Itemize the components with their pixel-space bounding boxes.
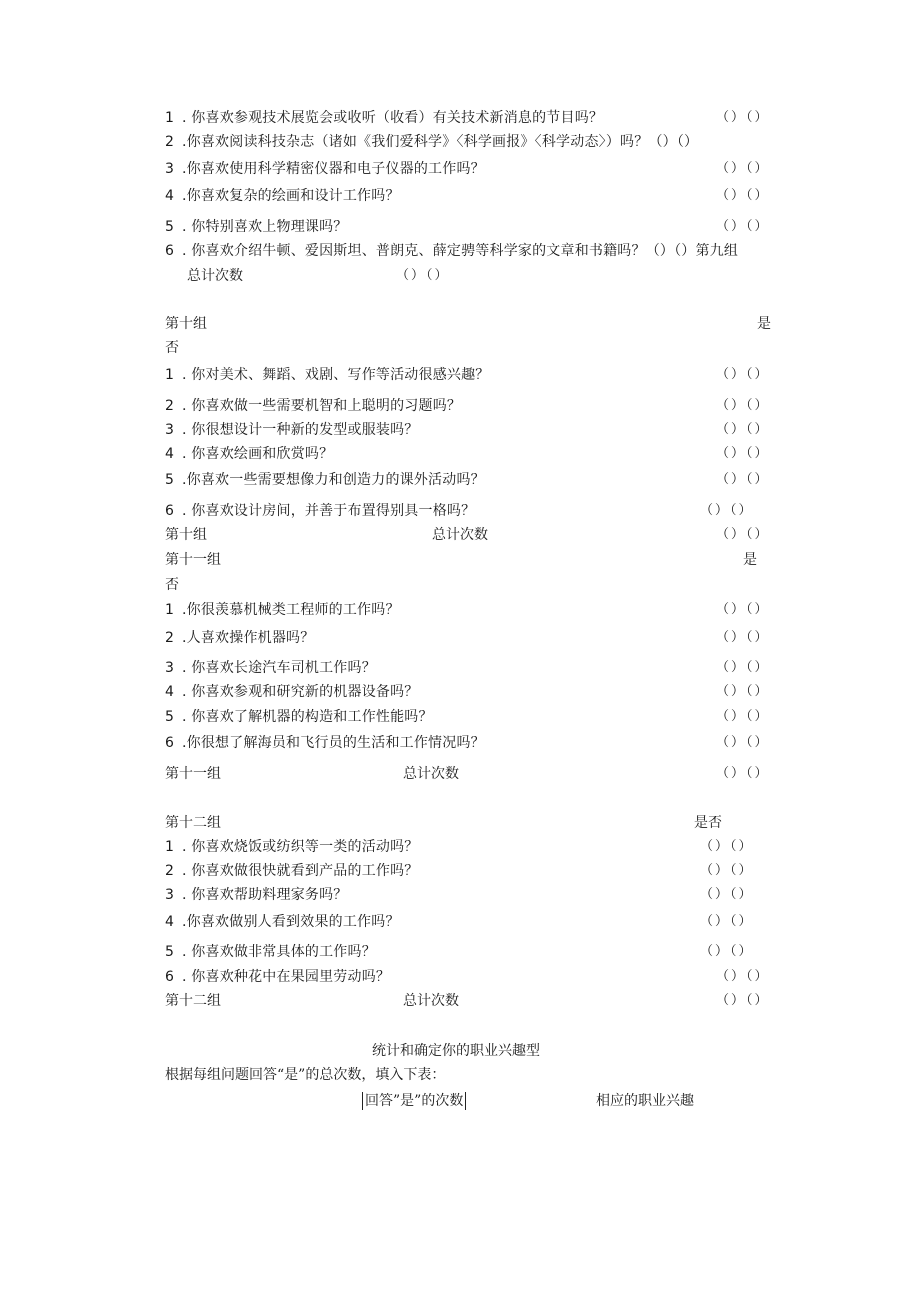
group-total-marks[interactable]: （）（）	[396, 268, 450, 283]
answer-marks[interactable]: （）（）	[716, 161, 770, 176]
summary-title: 统计和确定你的职业兴趣型	[372, 1043, 540, 1059]
answer-marks[interactable]: （）（）	[700, 503, 754, 518]
answer-marks[interactable]: （）（）	[700, 944, 754, 959]
question-text: . 你喜欢做非常具体的工作吗？	[182, 944, 376, 960]
question-number: 6	[165, 243, 174, 259]
answer-marks[interactable]: （）（）	[716, 219, 770, 234]
group-total-label: 总计次数	[432, 527, 488, 543]
answer-marks[interactable]: （）（）	[716, 367, 770, 382]
answer-marks[interactable]: （）（）	[700, 839, 754, 854]
question-text: . 你特别喜欢上物理课吗？	[182, 219, 348, 235]
question-text: . 你喜欢设计房间，并善于布置得别具一格吗？	[182, 503, 476, 519]
question-number: 2	[165, 398, 174, 414]
question-number: 3	[165, 887, 174, 903]
summary-instruction: 根据每组问题回答“是”的总次数，填入下表：	[165, 1067, 446, 1083]
answer-marks[interactable]: （）（）	[716, 188, 770, 203]
answer-marks[interactable]: （）（）	[716, 398, 770, 413]
question-number: 5	[165, 472, 174, 488]
table-header-count: 回答”是”的次数	[362, 1092, 466, 1110]
question-row	[165, 629, 314, 647]
question-row	[165, 160, 485, 178]
question-text: . 你喜欢做一些需要机智和上聪明的习题吗？	[182, 398, 462, 414]
answer-marks[interactable]: （）（）	[716, 709, 770, 724]
question-number: 6	[165, 735, 174, 751]
answer-marks[interactable]: （）（）	[716, 735, 770, 750]
question-text: . 你喜欢种花中在果园里劳动吗？	[182, 969, 391, 985]
question-number: 4	[165, 914, 174, 930]
question-row	[165, 943, 376, 961]
answer-marks[interactable]: （）（）	[716, 684, 770, 699]
question-text: .你喜欢复杂的绘画和设计工作吗？	[182, 188, 400, 204]
group-total-label: 总计次数	[403, 993, 459, 1009]
group-title: 第十二组	[165, 815, 221, 831]
question-text: .你喜欢做别人看到效果的工作吗？	[182, 914, 400, 930]
answer-marks[interactable]: （）（）	[716, 472, 770, 487]
question-number: 2	[165, 630, 174, 646]
question-number: 2	[165, 134, 174, 150]
question-row	[165, 445, 333, 463]
group-total-marks[interactable]: （）（）	[716, 527, 770, 542]
question-text: . 你喜欢参观技术展览会或收听（收看）有关技术新消息的节目吗？	[182, 110, 604, 126]
answer-marks[interactable]: （）（）	[716, 110, 770, 125]
question-number: 4	[165, 446, 174, 462]
question-row	[165, 683, 419, 701]
question-row	[165, 218, 348, 236]
question-number: 3	[165, 422, 174, 438]
question-text: . 你喜欢参观和研究新的机器设备吗？	[182, 684, 419, 700]
question-number: 2	[165, 863, 174, 879]
group-total-group: 第十组	[165, 527, 207, 543]
question-number: 1	[165, 367, 174, 383]
question-text: .你很想了解海员和飞行员的生活和工作情况吗？	[182, 735, 485, 751]
question-text: . 你很想设计一种新的发型或服装吗？	[182, 422, 419, 438]
question-row	[165, 838, 419, 856]
question-number: 3	[165, 660, 174, 676]
no-header: 否	[165, 577, 179, 593]
question-number: 4	[165, 684, 174, 700]
question-text: . 你喜欢烧饭或纺织等一类的活动吗？	[182, 839, 419, 855]
question-text: . 你对美术、舞蹈、戏剧、写作等活动很感兴趣？	[182, 367, 490, 383]
question-row	[165, 366, 490, 384]
question-row	[165, 471, 485, 489]
question-number: 1	[165, 602, 174, 618]
question-text: . 你喜欢做很快就看到产品的工作吗？	[182, 863, 419, 879]
question-text: .你很羡慕机械类工程师的工作吗？	[182, 602, 400, 618]
group-title: 第十组	[165, 316, 207, 332]
answer-marks[interactable]: （）（）	[700, 887, 754, 902]
question-row	[165, 659, 376, 677]
question-text: .你喜欢阅读科技杂志（诸如《我们爱科学》〈科学画报》〈科学动态〉）吗？（）（）	[182, 134, 699, 150]
question-text: .你喜欢使用科学精密仪器和电子仪器的工作吗？	[182, 161, 485, 177]
group-title: 第十一组	[165, 552, 221, 568]
group-total-group: 第十一组	[165, 766, 221, 782]
table-header-interest: 相应的职业兴趣	[596, 1093, 694, 1109]
question-number: 6	[165, 503, 174, 519]
answer-marks[interactable]: （）（）	[716, 422, 770, 437]
question-number: 5	[165, 709, 174, 725]
question-row	[165, 886, 348, 904]
question-number: 6	[165, 969, 174, 985]
group-total-marks[interactable]: （）（）	[716, 993, 770, 1008]
question-row	[165, 734, 485, 752]
question-row	[165, 109, 603, 127]
group-total-marks[interactable]: （）（）	[716, 766, 770, 781]
question-row	[165, 708, 433, 726]
question-number: 1	[165, 110, 174, 126]
question-text: . 你喜欢绘画和欣赏吗？	[182, 446, 334, 462]
question-number: 5	[165, 944, 174, 960]
question-row	[165, 187, 400, 205]
question-number: 4	[165, 188, 174, 204]
question-text: . 你喜欢帮助料理家务吗？	[182, 887, 348, 903]
question-text: . 你喜欢介绍牛顿、爱因斯坦、普朗克、薛定骋等科学家的文章和书籍吗？（）（）第九组	[182, 243, 739, 259]
question-text: . 你喜欢长途汽车司机工作吗？	[182, 660, 376, 676]
question-row	[165, 397, 461, 415]
answer-marks[interactable]: （）（）	[700, 863, 754, 878]
answer-marks[interactable]: （）（）	[716, 969, 770, 984]
no-header: 否	[165, 340, 179, 356]
question-number: 1	[165, 839, 174, 855]
answer-marks[interactable]: （）（）	[700, 914, 754, 929]
answer-marks[interactable]: （）（）	[716, 602, 770, 617]
yes-header: 是	[757, 316, 771, 332]
question-row	[165, 242, 738, 260]
answer-marks[interactable]: （）（）	[716, 446, 770, 461]
yes-header: 是	[743, 552, 757, 568]
question-row	[165, 133, 698, 151]
question-row	[165, 421, 419, 439]
answer-marks[interactable]: （）（）	[716, 660, 770, 675]
question-text: .你喜欢一些需要想像力和创造力的课外活动吗？	[182, 472, 485, 488]
question-row	[165, 862, 419, 880]
group-total-group: 第十二组	[165, 993, 221, 1009]
question-row	[165, 601, 400, 619]
group-total-label: 总计次数	[403, 766, 459, 782]
yes-no-header: 是否	[694, 815, 722, 831]
question-number: 5	[165, 219, 174, 235]
question-row	[165, 913, 400, 931]
question-row	[165, 502, 475, 520]
question-row	[165, 968, 390, 986]
group-total-label: 总计次数	[187, 268, 243, 284]
question-text: . 你喜欢了解机器的构造和工作性能吗？	[182, 709, 433, 725]
question-text: .人喜欢操作机器吗？	[182, 630, 315, 646]
question-number: 3	[165, 161, 174, 177]
answer-marks[interactable]: （）（）	[716, 630, 770, 645]
